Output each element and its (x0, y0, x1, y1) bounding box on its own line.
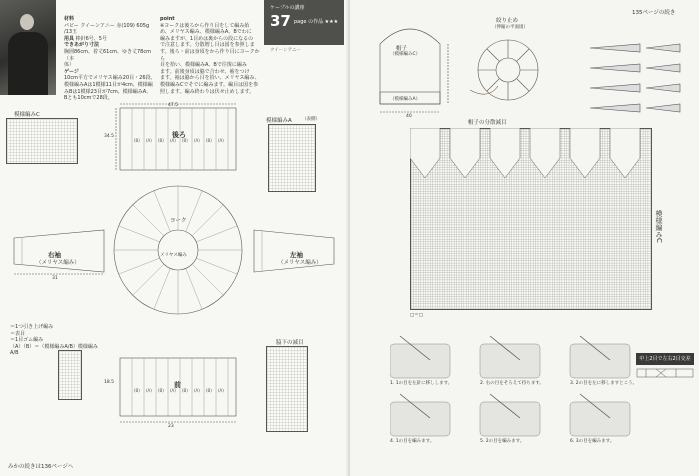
svg-text:(A): (A) (146, 138, 152, 143)
measure-height: 34.5 (104, 134, 115, 139)
measure-front: 23 (168, 424, 174, 429)
point-line: め、メリヤス編み、模様編みA、Bでわに (160, 29, 252, 36)
back-label: 後ろ (172, 131, 186, 139)
svg-text:(B): (B) (206, 138, 212, 143)
pattern-a-label: 模様編みA (266, 118, 292, 124)
tools-text: 棒針6号、5号 (75, 35, 107, 42)
step-caption: 4. 1の目を編みます。 (390, 439, 435, 444)
right-sleeve-label: 右袖 (48, 251, 61, 259)
footer-continue: みかの続きは136ページへ (8, 464, 74, 470)
legend-note: （A）（B）＝（模様編みA/B）模様編みA/B (10, 343, 98, 357)
step-caption: 3. 2の目を左に移しますとこう。 (570, 381, 638, 386)
materials-heading: 材料 (64, 16, 75, 22)
chart-side-label: 模様編みC (655, 210, 663, 243)
yarn-label: クイーンアニー (270, 48, 301, 53)
svg-text:(A): (A) (170, 388, 176, 393)
pattern-c-label: 模様編みC (14, 112, 40, 118)
point-block (160, 16, 260, 95)
cable-arrow-diagrams (580, 40, 690, 130)
left-sleeve-label: 左袖 (290, 251, 303, 259)
finished-text-2: 体） (64, 62, 75, 69)
point-line: す。後ろ・前は身頃をから作り目にヨークから (160, 48, 260, 62)
technique-title: 中上2目で左右2目交差 (636, 353, 694, 365)
right-sleeve-sub: （メリヤス編み） (36, 260, 80, 266)
svg-text:(A): (A) (170, 138, 176, 143)
svg-text:(A): (A) (218, 138, 224, 143)
banner-page-number: 37 (270, 12, 291, 30)
fasten-off-diagram (468, 30, 548, 110)
point-line: ます。前後身頃は脇で合わせ、袖をつけ (160, 68, 250, 75)
model-photo (0, 0, 56, 95)
point-line: 照します。編み終わりは伏せ止めします。 (160, 88, 255, 95)
banner-page-word: page の作品 (294, 19, 324, 25)
yoke-label: ヨーク (170, 218, 187, 224)
point-line: ※ヨークは後ろから作り目をして編み始 (160, 22, 250, 29)
technique-symbol (636, 368, 694, 378)
right-page (350, 0, 699, 476)
svg-text:(B): (B) (206, 388, 212, 393)
side-decrease-label: 脇下の減目 (276, 340, 304, 346)
fasten-label: 絞り止め (496, 18, 519, 24)
decrease-overlay (410, 128, 650, 208)
point-heading: point (160, 16, 175, 22)
hat-sub: （模様編みC） (390, 52, 421, 57)
legend-note: ＝1つ引き上げ編み (10, 324, 54, 330)
point-line: ます。袖は脇から目を拾い、メリヤス編み、 (160, 75, 260, 82)
hat-label: 帽子 (396, 46, 408, 52)
svg-text:(B): (B) (158, 388, 164, 393)
page-header: 135ページの続き (632, 10, 676, 16)
svg-text:(B): (B) (158, 138, 164, 143)
point-line: で注意します。分散増し目は図を参照しま (160, 42, 255, 49)
step-caption: 1. 1の目を左針に移しします。 (390, 381, 453, 386)
materials-yarn-qty: /13玉 (64, 29, 78, 36)
point-line: 目を拾い、模様編みA、Bで往復に編み (160, 62, 247, 69)
svg-text:(A): (A) (146, 388, 152, 393)
svg-text:(A): (A) (194, 388, 200, 393)
gauge-line-3: みBは1模様23目が7cm、模様編みA、 (64, 88, 152, 95)
measure-sleeve: 31 (52, 276, 58, 281)
svg-text:(A): (A) (194, 138, 200, 143)
fasten-sub: （伸縮の平面図） (492, 25, 528, 30)
measure-width: 47.5 (168, 103, 179, 108)
rib-chart (58, 350, 82, 400)
gauge-heading: ゲージ (64, 68, 79, 75)
decrease-label: 帽子の分散減目 (468, 120, 507, 126)
banner-series: ケーブルの講座 (270, 5, 305, 11)
center-label: メリヤス編み (160, 253, 187, 258)
left-sleeve-sub: （メリヤス編み） (278, 260, 322, 266)
svg-text:(B): (B) (182, 388, 188, 393)
pattern-a-note: （表側） (302, 117, 320, 122)
gauge-line-1: 10cm平方でメリヤス編み20目・26段、 (64, 75, 156, 82)
svg-text:(B): (B) (134, 138, 140, 143)
svg-text:(B): (B) (182, 138, 188, 143)
technique-illustrations (390, 330, 640, 450)
finished-text: 胸囲86cm、着丈61cm、ゆき丈78cm（本 (64, 48, 151, 62)
step-caption: 2. 右の目をそろえて持ちます。 (480, 381, 544, 386)
front-label: 前 (174, 381, 181, 389)
model-sweater (8, 32, 48, 95)
materials-block (64, 16, 160, 102)
step-caption: 6. 3の目を編みます。 (570, 439, 615, 444)
model-face (20, 14, 34, 30)
step-caption: 5. 2の目を編みます。 (480, 439, 525, 444)
series-banner (264, 0, 344, 45)
finished-heading: できあがり寸法 (64, 42, 100, 49)
gauge-line-2: 模様編みAは1模様11目が4cm、模様編 (64, 81, 153, 88)
point-line: 模様編みCでそでに編みます。編目は図を参 (160, 81, 259, 88)
svg-text:(B): (B) (134, 388, 140, 393)
legend-note: ＝表目 (10, 330, 26, 337)
legend-note: ＝1目ゴム編み (10, 337, 44, 344)
measure-front-height: 18.5 (104, 380, 115, 385)
legend: □＝□ (410, 313, 424, 318)
tools-heading: 用具 (64, 35, 75, 42)
gauge-line-4: Bとも10cmで28段。 (64, 95, 113, 102)
svg-text:(A): (A) (218, 388, 224, 393)
hat-body: （模様編みA） (390, 97, 421, 102)
materials-yarn: パピー クイーンアニー 赤(109) 605g (64, 22, 150, 29)
hat-schematic (360, 14, 460, 124)
hat-measure: 40 (406, 114, 412, 119)
banner-stars: ★★★ (324, 19, 339, 25)
point-line: 編みますが、1目めは裏からの段になるの (160, 35, 254, 42)
